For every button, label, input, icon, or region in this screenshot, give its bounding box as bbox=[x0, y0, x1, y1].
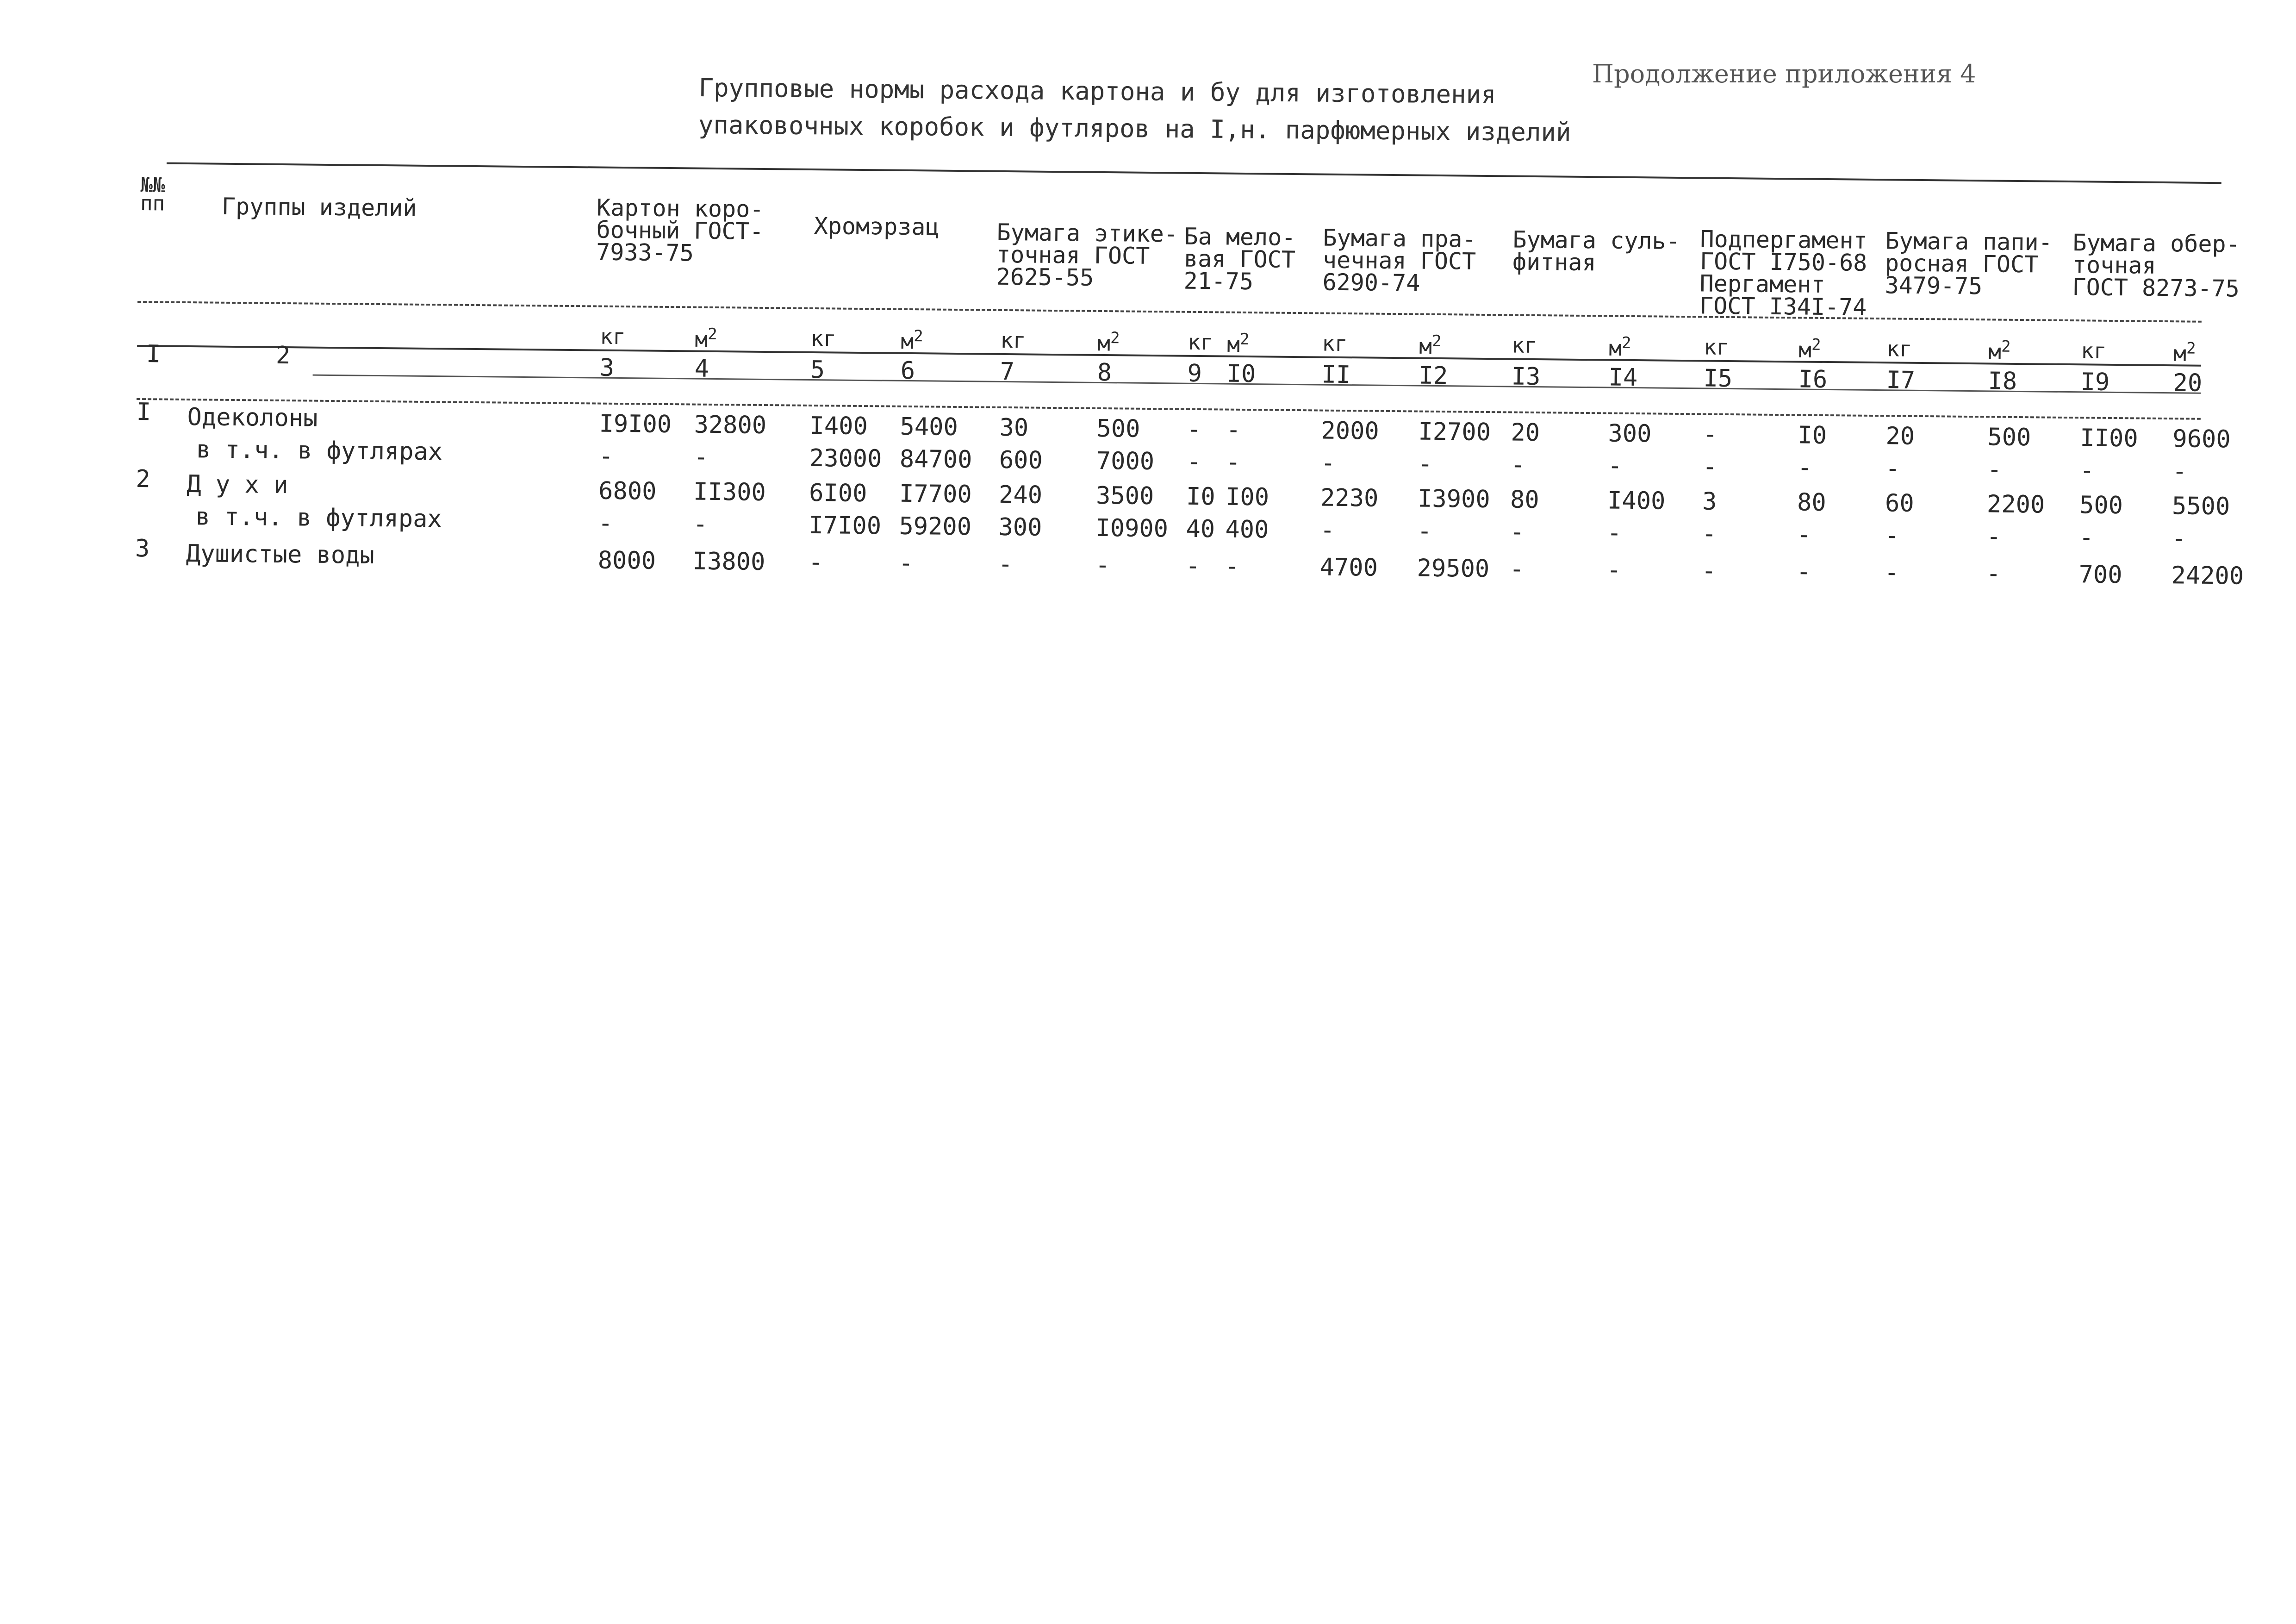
row-label: Душистые воды bbox=[186, 540, 375, 569]
table-cell: I0 bbox=[1186, 482, 1216, 511]
unit-m-base: м bbox=[1419, 333, 1432, 359]
unit-kg: кг bbox=[1886, 336, 1912, 362]
table-cell: - bbox=[808, 548, 823, 577]
table-cell: 600 bbox=[999, 446, 1043, 475]
table-cell: - bbox=[1607, 452, 1623, 480]
column-number: II bbox=[1321, 361, 1351, 389]
table-cell: 23000 bbox=[809, 444, 882, 473]
table-cell: 80 bbox=[1510, 486, 1540, 514]
unit-m-base: м bbox=[2173, 341, 2187, 366]
table-cell: - bbox=[1226, 448, 1241, 476]
unit-kg: кг bbox=[1704, 334, 1730, 360]
table-cell: 300 bbox=[998, 513, 1042, 542]
table-cell: 40 bbox=[1186, 515, 1215, 543]
unit-m2 bbox=[695, 325, 717, 352]
table-cell: 24200 bbox=[2171, 562, 2244, 590]
header-podpergament: Подпергамент ГОСТ I750-68 Пергамент ГОСТ I34I-74 bbox=[1699, 225, 1868, 321]
table-cell: 300 bbox=[1608, 419, 1652, 448]
unit-m2 bbox=[1988, 337, 2011, 364]
unit-m2 bbox=[1227, 330, 1250, 357]
table-cell: - bbox=[1509, 555, 1524, 583]
table-top-rule bbox=[167, 162, 2221, 184]
header-obertochnaya: Бумага обер- точная ГОСТ 8273-75 bbox=[2072, 229, 2240, 302]
table-cell: 3 bbox=[1702, 487, 1717, 516]
table-cell: 500 bbox=[2079, 491, 2123, 520]
table-cell: I400 bbox=[1607, 487, 1666, 515]
table-cell: - bbox=[1186, 448, 1201, 476]
column-number: I7 bbox=[1886, 366, 1916, 394]
table-cell: - bbox=[1702, 453, 1717, 481]
table-cell: 60 bbox=[1885, 489, 1915, 518]
table-cell: - bbox=[1225, 552, 1240, 581]
table-cell: - bbox=[2172, 525, 2186, 553]
table-cell: 32800 bbox=[694, 411, 767, 440]
table-cell: 8000 bbox=[597, 546, 656, 575]
column-number: 6 bbox=[900, 356, 915, 385]
column-number: I5 bbox=[1703, 364, 1733, 393]
document-title bbox=[698, 69, 1578, 151]
norms-table bbox=[133, 162, 2249, 738]
table-cell: 500 bbox=[1987, 423, 2031, 452]
table-cell: 6I00 bbox=[809, 479, 867, 508]
unit-m-base: м bbox=[695, 326, 708, 352]
table-cell: I400 bbox=[809, 412, 868, 441]
header-prachechnaya: Бумага пра- чечная ГОСТ 6290-74 bbox=[1322, 224, 1476, 297]
unit-m-exponent: 2 bbox=[707, 325, 717, 344]
table-cell: I7I00 bbox=[809, 511, 882, 540]
table-cell: - bbox=[998, 550, 1013, 579]
table-cell: I0 bbox=[1798, 421, 1827, 450]
column-number: I8 bbox=[1988, 367, 2017, 395]
column-number: 9 bbox=[1187, 359, 1202, 388]
unit-m-base: м bbox=[1988, 339, 2002, 364]
column-number: I0 bbox=[1226, 360, 1256, 388]
table-cell: - bbox=[1187, 415, 1202, 444]
table-cell: 6800 bbox=[598, 477, 657, 506]
table-cell: I3900 bbox=[1417, 485, 1490, 514]
table-cell: - bbox=[1607, 519, 1622, 547]
table-cell: - bbox=[1226, 416, 1241, 444]
table-cell: - bbox=[2079, 524, 2094, 552]
unit-m-base: м bbox=[1097, 331, 1111, 356]
table-cell: - bbox=[1510, 451, 1525, 479]
column-number: I bbox=[146, 340, 161, 369]
table-cell: II00 bbox=[2080, 424, 2138, 453]
table-cell: - bbox=[1796, 558, 1811, 586]
table-cell: 400 bbox=[1225, 515, 1269, 544]
table-cell: - bbox=[898, 549, 914, 578]
table-cell: 30 bbox=[999, 413, 1029, 442]
table-cell: - bbox=[1095, 551, 1110, 580]
row-label: Д у х и bbox=[187, 470, 288, 500]
table-cell: - bbox=[1418, 450, 1433, 478]
table-cell: I00 bbox=[1225, 483, 1269, 512]
unit-m-base: м bbox=[1227, 331, 1240, 357]
header-hromerzac: Хромэрзац bbox=[814, 212, 940, 241]
header-rule bbox=[137, 301, 2202, 323]
unit-m-base: м bbox=[1798, 337, 1812, 363]
unit-m-exponent: 2 bbox=[1621, 333, 1631, 352]
table-cell: 20 bbox=[1885, 422, 1915, 450]
table-cell: - bbox=[1606, 556, 1622, 584]
table-cell: - bbox=[1702, 520, 1717, 548]
table-cell: - bbox=[1885, 522, 1900, 550]
table-cell: - bbox=[1320, 516, 1335, 544]
table-cell: I2700 bbox=[1418, 418, 1491, 447]
table-cell: - bbox=[598, 509, 613, 537]
header-papirosnaya: Бумага папи- росная ГОСТ 3479-75 bbox=[1885, 227, 2053, 300]
row-label: Одеколоны bbox=[187, 403, 318, 432]
table-cell: - bbox=[1986, 560, 2001, 588]
table-cell: - bbox=[1320, 449, 1336, 477]
table-cell: - bbox=[1885, 455, 1900, 483]
row-number: I bbox=[136, 398, 151, 426]
table-cell: 700 bbox=[2078, 561, 2122, 589]
table-cell: 5400 bbox=[900, 412, 958, 442]
unit-kg: кг bbox=[1000, 327, 1027, 353]
title-line-1: Групповые нормы расхода картона и бу для изготовления bbox=[698, 73, 1496, 110]
unit-kg: кг bbox=[2081, 338, 2107, 363]
table-cell: - bbox=[693, 510, 708, 538]
table-cell: - bbox=[1417, 517, 1432, 545]
table-cell: 59200 bbox=[899, 512, 972, 541]
table-cell: 2000 bbox=[1321, 417, 1380, 445]
unit-m-exponent: 2 bbox=[1110, 329, 1120, 348]
column-number: 4 bbox=[694, 355, 709, 383]
column-number: 20 bbox=[2173, 369, 2203, 397]
unit-kg: кг bbox=[810, 325, 837, 351]
table-cell: I0900 bbox=[1095, 514, 1169, 543]
table-cell: - bbox=[1703, 420, 1718, 449]
table-cell: - bbox=[1884, 559, 1899, 587]
row-number: 2 bbox=[136, 465, 151, 493]
header-groups: Группы изделий bbox=[221, 193, 417, 222]
unit-m2 bbox=[2173, 339, 2196, 366]
table-cell: - bbox=[1797, 454, 1812, 482]
table-cell: 80 bbox=[1797, 488, 1827, 517]
unit-m2 bbox=[1609, 334, 1631, 361]
table-cell: - bbox=[1701, 557, 1717, 585]
table-cell: - bbox=[1185, 552, 1201, 581]
unit-m-exponent: 2 bbox=[1811, 335, 1821, 354]
unit-m-exponent: 2 bbox=[2001, 337, 2011, 356]
unit-m-exponent: 2 bbox=[1239, 330, 1250, 349]
unit-m-base: м bbox=[901, 329, 914, 354]
table-cell: - bbox=[693, 443, 709, 471]
unit-m-exponent: 2 bbox=[1431, 331, 1442, 351]
table-cell: I7700 bbox=[899, 480, 972, 509]
table-cell: 4700 bbox=[1319, 553, 1378, 582]
colnum-top-rule bbox=[313, 375, 2201, 394]
column-number: I9 bbox=[2080, 368, 2110, 396]
unit-kg: кг bbox=[600, 324, 626, 350]
unit-m2 bbox=[1419, 332, 1442, 359]
unit-m-exponent: 2 bbox=[2186, 339, 2196, 358]
header-melovaya: Ба мело- вая ГОСТ 21-75 bbox=[1183, 223, 1296, 295]
table-cell: 2230 bbox=[1320, 484, 1379, 512]
table-cell: - bbox=[1510, 518, 1525, 546]
column-number: 8 bbox=[1097, 358, 1112, 387]
table-cell: 7000 bbox=[1096, 447, 1155, 476]
table-cell: - bbox=[2079, 456, 2095, 485]
table-cell: - bbox=[1987, 456, 2002, 484]
table-cell: 20 bbox=[1511, 418, 1540, 447]
column-number: I2 bbox=[1419, 362, 1448, 390]
unit-m2 bbox=[901, 327, 923, 354]
header-etiketochnaya: Бумага этике- точная ГОСТ 2625-55 bbox=[996, 219, 1178, 291]
table-cell: 9600 bbox=[2172, 425, 2231, 454]
column-number: I3 bbox=[1511, 362, 1541, 391]
table-cell: 3500 bbox=[1095, 481, 1154, 511]
column-number: 5 bbox=[810, 356, 825, 384]
unit-m-exponent: 2 bbox=[913, 327, 923, 346]
table-cell: I3800 bbox=[692, 547, 765, 576]
table-cell: - bbox=[2172, 457, 2187, 486]
table-cell: - bbox=[1986, 523, 2002, 551]
colnum-bottom-rule bbox=[137, 398, 2201, 420]
unit-kg: кг bbox=[1512, 332, 1537, 358]
row-label: в т.ч. в футлярах bbox=[196, 436, 443, 466]
column-number: 2 bbox=[275, 341, 291, 370]
table-cell: - bbox=[1797, 521, 1812, 549]
continuation-note: Продолжение приложения 4 bbox=[1592, 59, 1976, 88]
unit-m2 bbox=[1097, 329, 1120, 356]
header-number: №№ пп bbox=[140, 173, 165, 216]
column-number: I6 bbox=[1798, 365, 1828, 394]
table-cell: 500 bbox=[1096, 414, 1140, 443]
header-sulfitnaya: Бумага суль- фитная bbox=[1512, 226, 1680, 276]
table-cell: 29500 bbox=[1417, 554, 1490, 583]
row-label: в т.ч. в футлярах bbox=[195, 503, 442, 533]
table-cell: 2200 bbox=[1986, 490, 2045, 519]
column-number: 7 bbox=[1000, 357, 1015, 386]
unit-m-base: м bbox=[1609, 335, 1622, 361]
title-line-2: упаковочных коробок и футляров на I,н. парфюмерных изделий bbox=[698, 110, 1571, 147]
row-number: 3 bbox=[135, 534, 150, 563]
table-cell: 84700 bbox=[899, 445, 972, 474]
table-cell: I9I00 bbox=[599, 410, 672, 439]
header-karton: Картон коро- бочный ГОСТ- 7933-75 bbox=[596, 194, 764, 267]
table-cell: - bbox=[598, 442, 614, 470]
column-number: I4 bbox=[1608, 363, 1638, 392]
unit-kg: кг bbox=[1188, 329, 1214, 355]
column-number: 3 bbox=[599, 354, 615, 382]
table-cell: 5500 bbox=[2172, 492, 2230, 521]
table-cell: II300 bbox=[693, 478, 766, 507]
table-cell: 240 bbox=[998, 481, 1043, 509]
unit-kg: кг bbox=[1322, 331, 1348, 356]
unit-m2 bbox=[1798, 335, 1821, 362]
